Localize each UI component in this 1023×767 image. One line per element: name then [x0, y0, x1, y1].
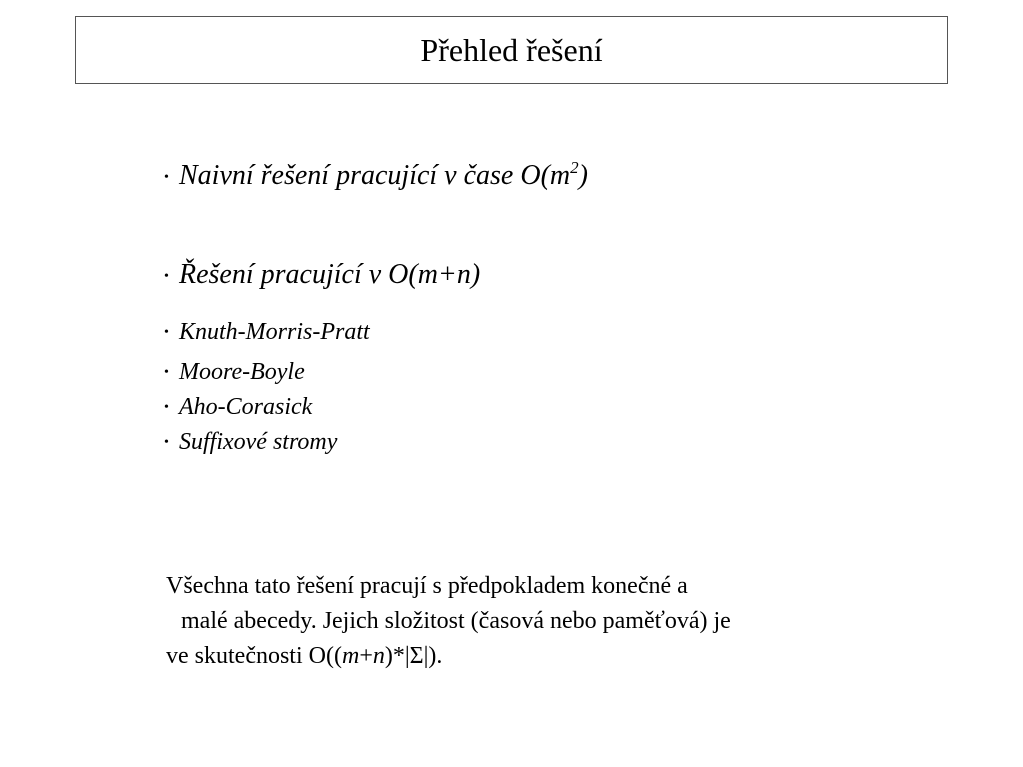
bullet-dot-icon: •	[164, 365, 169, 381]
slide-title: Přehled řešení	[420, 32, 603, 68]
sub-bullet-moore-boyle	[164, 360, 305, 384]
sub-bullet-suffix-trees	[164, 430, 337, 454]
sub-bullet-kmp	[164, 320, 370, 344]
sub-bullet-suffix-trees-text: Suffixové stromy	[179, 429, 338, 455]
sub-bullet-aho-corasick-text: Aho-Corasick	[179, 394, 313, 420]
bullet-dot-icon: •	[164, 325, 169, 341]
sub-bullet-moore-boyle-text: Moore-Boyle	[179, 359, 305, 385]
formula-suffix: )*|Σ|).	[384, 643, 443, 669]
main-bullet-naive-close: )	[578, 160, 588, 191]
bullet-dot-icon: •	[164, 435, 169, 451]
complexity-note-line-3	[166, 639, 926, 674]
formula-prefix: ve skutečnosti O((	[166, 643, 342, 669]
main-bullet-naive-text: Naivní řešení pracující v čase O(m	[179, 160, 571, 191]
formula-plus: +	[359, 643, 373, 669]
bullet-dot-icon: •	[164, 169, 169, 185]
sub-bullet-kmp-text: Knuth-Morris-Pratt	[179, 319, 370, 345]
superscript-exponent: 2	[570, 158, 579, 177]
slide-title-box	[75, 16, 948, 84]
bullet-dot-icon: •	[164, 268, 169, 284]
main-bullet-naive	[164, 158, 588, 191]
complexity-note	[166, 569, 926, 674]
main-bullet-linear-text: Řešení pracující v O(m+n)	[179, 259, 481, 290]
formula-m: m	[341, 643, 360, 669]
complexity-note-line-2: malé abecedy. Jejich složitost (časová nebo paměťová) je	[181, 608, 731, 634]
main-bullet-linear	[164, 261, 480, 289]
sub-bullet-aho-corasick	[164, 395, 312, 419]
formula-n: n	[372, 643, 385, 669]
complexity-note-line-1: Všechna tato řešení pracují s předpokladem konečné a	[166, 573, 688, 599]
bullet-dot-icon: •	[164, 400, 169, 416]
